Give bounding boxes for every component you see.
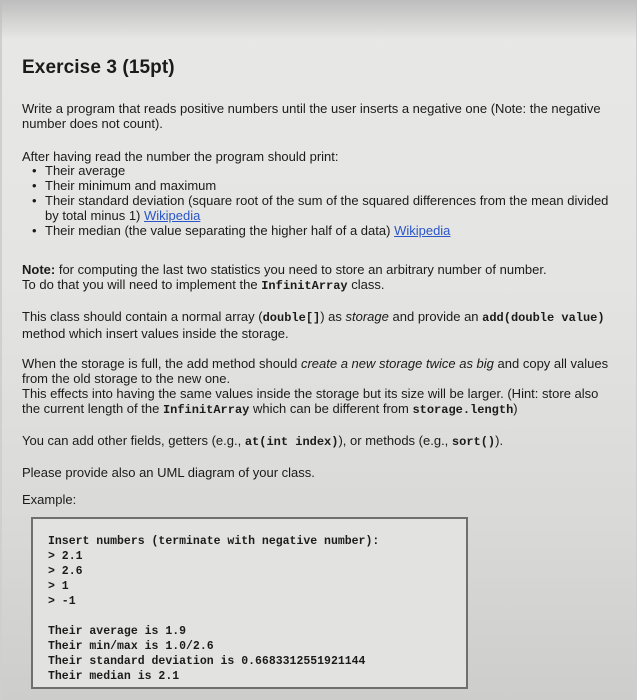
code-add-method: add(double value) — [482, 311, 605, 325]
fields-text-3: ). — [495, 433, 504, 448]
storage-text-5: ) — [513, 401, 518, 416]
bullet-average: • Their average — [32, 163, 617, 178]
code-line: > 2.1 — [48, 550, 83, 563]
storage-text-3: This effects into having the same values inside the storage but its size will be larger. (Hint: store also the current length of the — [22, 386, 599, 416]
fields-text-2: ), or methods (e.g., — [338, 433, 449, 448]
fields-text-1: You can add other fields, getters (e.g., — [22, 433, 242, 448]
storage-italic: create a new storage twice as big — [300, 356, 494, 371]
code-line: Their median is 2.1 — [48, 670, 180, 683]
storage-word: storage — [345, 309, 389, 324]
note-text: for computing the last two statistics you need to store an arbitrary number of number. — [58, 262, 547, 277]
storage-text-2: and copy all values from the old storage to the new one. — [22, 356, 609, 386]
intro-paragraph: Write a program that reads positive numbers until the user inserts a negative one (Note: the negative number does not count). — [22, 101, 601, 131]
uml-paragraph: Please provide also an UML diagram of your class. — [22, 465, 315, 480]
code-line: Their min/max is 1.0/2.6 — [48, 640, 214, 653]
storage-text-1: When the storage is full, the add method should — [22, 356, 298, 371]
class-paragraph — [22, 309, 612, 341]
example-label: Example: — [22, 492, 77, 507]
storage-paragraph — [22, 356, 612, 418]
note-text-2: To do that you will need to implement the — [22, 277, 258, 292]
class-text-1: This class should contain a normal array ( — [22, 309, 263, 324]
storage-text-4: which can be different from — [252, 401, 409, 416]
code-infinitarray: InfinitArray — [162, 403, 250, 417]
note-label: Note: — [22, 262, 56, 277]
fields-paragraph — [22, 433, 612, 450]
wikipedia-link-std[interactable]: Wikipedia — [144, 208, 201, 223]
bullet-std-dev — [32, 193, 617, 223]
bullet-min-max: • Their minimum and maximum — [32, 178, 617, 193]
median-text: Their median (the value separating the higher half of a data) — [45, 223, 391, 238]
class-text-4: method which insert values inside the storage. — [22, 326, 289, 341]
bullet-median — [32, 223, 617, 238]
class-name: InfinitArray — [261, 279, 348, 293]
code-sort-method: sort() — [451, 435, 496, 449]
top-shadow — [0, 0, 637, 40]
code-storage-length: storage.length — [412, 403, 514, 417]
wikipedia-link-median[interactable]: Wikipedia — [394, 223, 451, 238]
code-at-method: at(int index) — [244, 435, 339, 449]
std-dev-text: Their standard deviation (square root of the sum of the squared differences from the mean divided by total minus 1) — [45, 193, 609, 223]
code-line: > -1 — [48, 595, 76, 608]
code-line: > 1 — [48, 580, 69, 593]
output-list — [32, 163, 617, 238]
code-line: Their standard deviation is 0.6683312551921144 — [48, 655, 366, 668]
note-paragraph — [22, 262, 612, 294]
code-line: Insert numbers (terminate with negative number): — [48, 535, 380, 548]
code-line: > 2.6 — [48, 565, 83, 578]
exercise-title: Exercise 3 (15pt) — [22, 57, 175, 78]
note-text-3: class. — [351, 277, 385, 292]
after-paragraph: After having read the number the program should print: — [22, 149, 339, 164]
example-code — [48, 534, 379, 684]
class-text-2: ) as — [320, 309, 342, 324]
code-double-array: double[] — [262, 311, 321, 325]
code-line: Their average is 1.9 — [48, 625, 187, 638]
class-text-3: and provide an — [392, 309, 479, 324]
